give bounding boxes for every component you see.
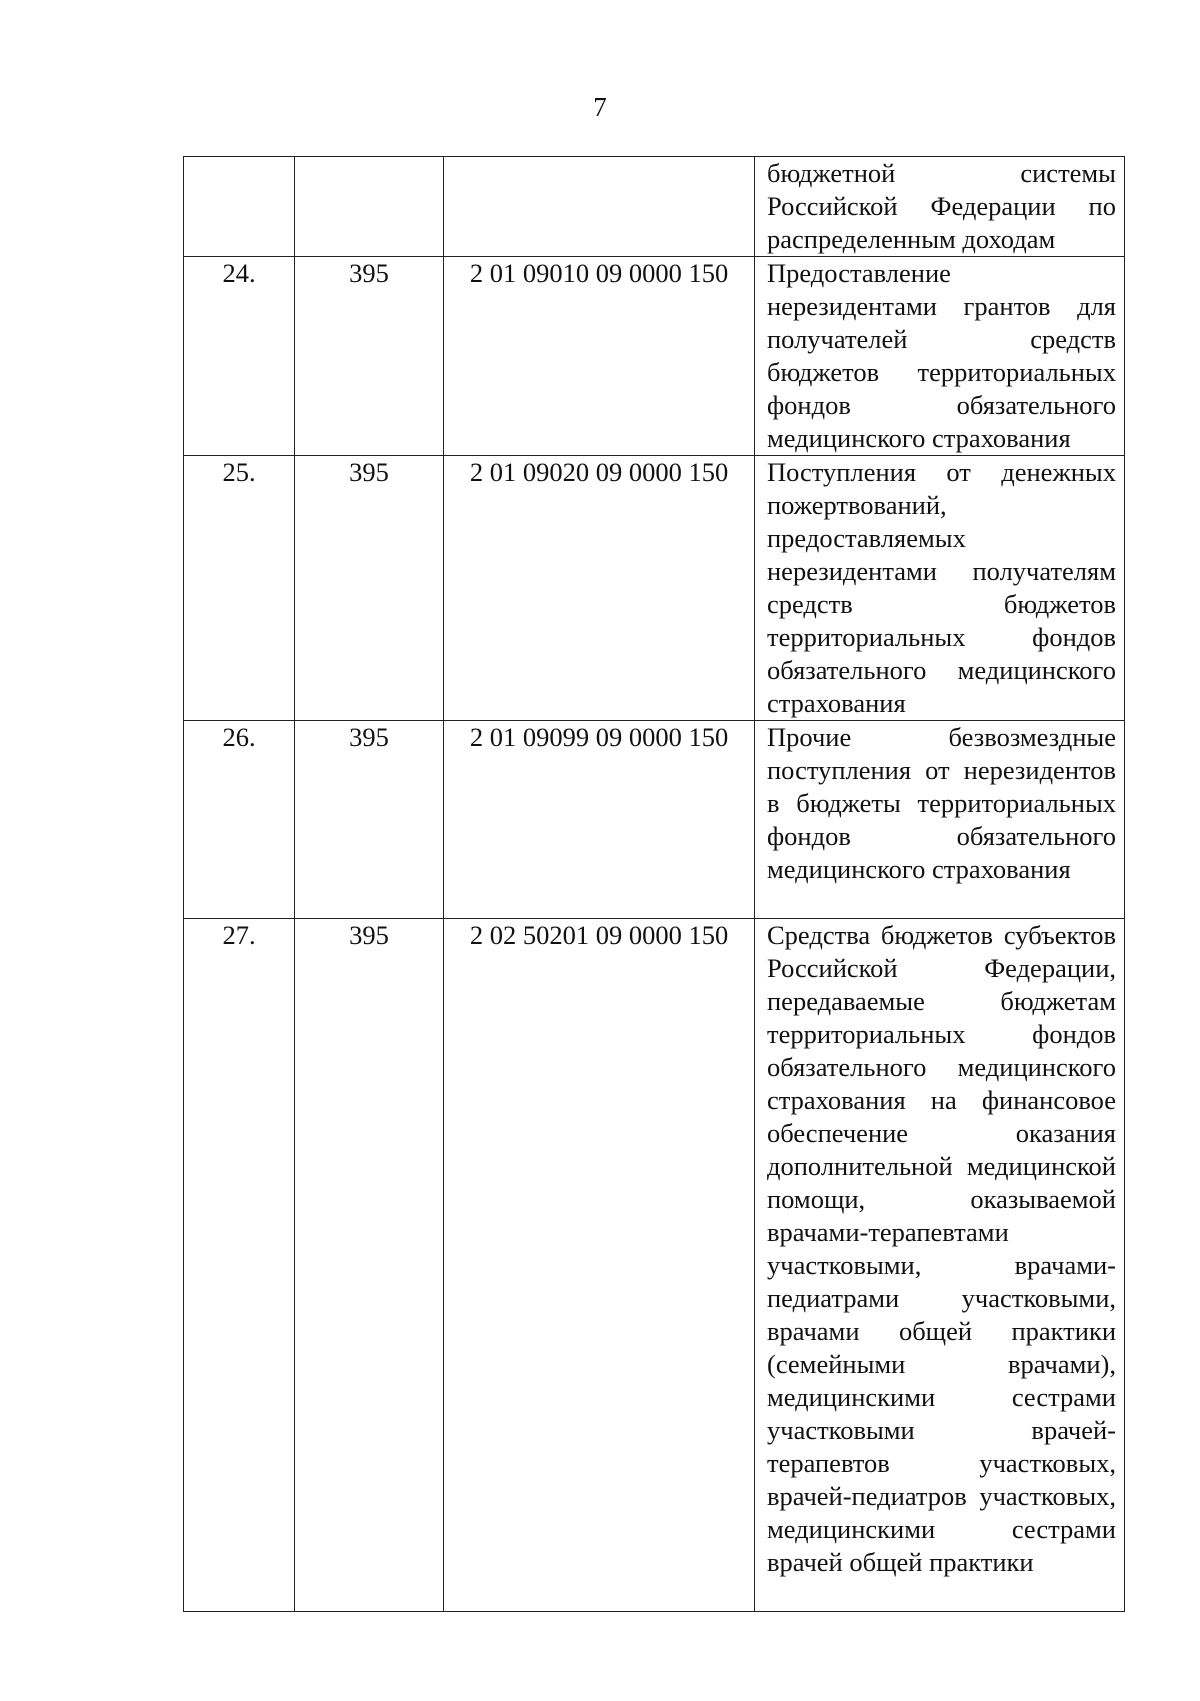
cell-budget-code: 2 01 09020 09 0000 150 [444, 456, 755, 721]
table-row [184, 257, 1125, 456]
cell-number: 26. [184, 721, 295, 919]
cell-admin-code [295, 157, 444, 257]
row-name-text: Средства бюджетов субъектов Российской Федерации, передаваемые бюджетам территориальных фондов обязательного медицинского страхования на финансовое обеспечение оказания дополнительной медицинской помощи, оказываемой врачами-терапевтами участковыми, врачами-педиатрами участковыми, врачами общей практики (семейными врачами), медицинскими сестрами участковыми врачей-терапевтов участковых, врачей-педиатров участковых, медицинскими сестрами врачей общей практики [767, 920, 1116, 1577]
row-name-text: Поступления от денежных пожертвований, предоставляемых нерезидентами получателям средств бюджетов территориальных фондов обязательного медицинского страхования [767, 457, 1116, 718]
table-row [184, 721, 1125, 919]
continuation-text: бюджетной системы Российской Федерации по распределенным доходам [767, 158, 1116, 254]
cell-name [755, 721, 1125, 919]
cell-name [755, 919, 1125, 1612]
cell-number [184, 157, 295, 257]
cell-budget-code [444, 157, 755, 257]
table-row [184, 919, 1125, 1612]
cell-name [755, 456, 1125, 721]
row-name-text: Предоставление нерезидентами грантов для получателей средств бюджетов территориальных фондов обязательного медицинского страхования [767, 258, 1116, 453]
table-row [184, 456, 1125, 721]
cell-admin-code: 395 [295, 919, 444, 1612]
cell-number: 24. [184, 257, 295, 456]
cell-number: 25. [184, 456, 295, 721]
cell-budget-code: 2 01 09010 09 0000 150 [444, 257, 755, 456]
cell-admin-code: 395 [295, 721, 444, 919]
cell-budget-code: 2 01 09099 09 0000 150 [444, 721, 755, 919]
row-name-text: Прочие безвозмездные поступления от нерезидентов в бюджеты территориальных фондов обязательного медицинского страхования [767, 722, 1116, 884]
cell-name [755, 157, 1125, 257]
cell-name [755, 257, 1125, 456]
page-number: 7 [593, 92, 607, 122]
cell-admin-code: 395 [295, 257, 444, 456]
revenue-codes-table [183, 156, 1125, 1612]
cell-budget-code: 2 02 50201 09 0000 150 [444, 919, 755, 1612]
table-row-continuation [184, 157, 1125, 257]
cell-number: 27. [184, 919, 295, 1612]
cell-admin-code: 395 [295, 456, 444, 721]
